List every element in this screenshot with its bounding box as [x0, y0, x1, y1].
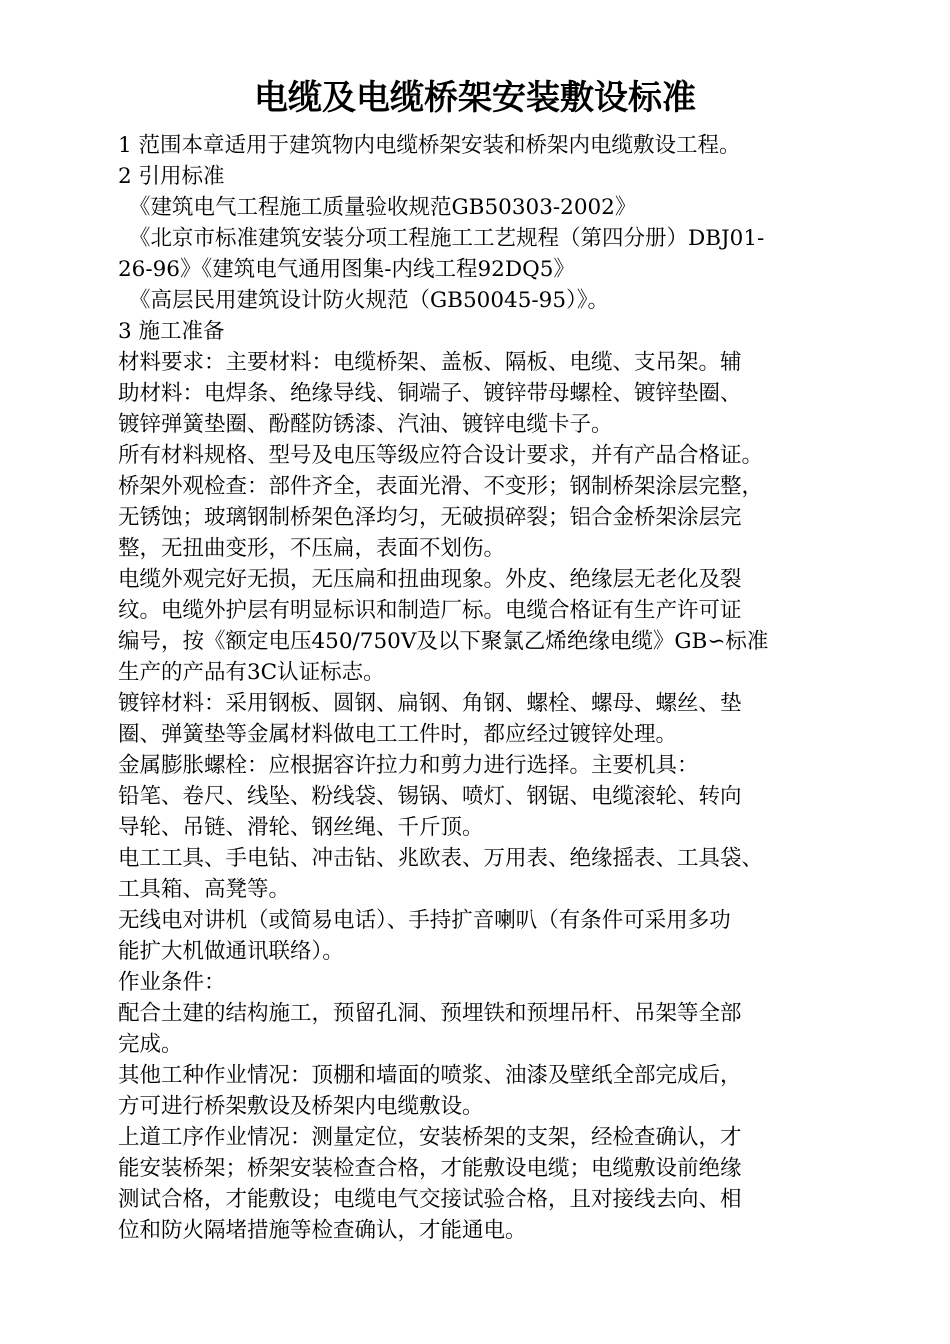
- text-line: 材料要求：主要材料：电缆桥架、盖板、隔板、电缆、支吊架。辅: [118, 350, 742, 375]
- text-line: 其他工种作业情况：顶棚和墙面的喷浆、油漆及壁纸全部完成后，: [118, 1063, 742, 1088]
- text-line: 测试合格，才能敷设；电缆电气交接试验合格，且对接线去向、相: [118, 1187, 742, 1212]
- text-line: 完成。: [118, 1032, 183, 1057]
- text-line: 电缆外观完好无损，无压扁和扭曲现象。外皮、绝缘层无老化及裂: [118, 567, 742, 592]
- text-line: 镀锌材料：采用钢板、圆钢、扁钢、角钢、螺栓、螺母、螺丝、垫: [118, 691, 742, 716]
- text-line: 铅笔、卷尺、线坠、粉线袋、锡锅、喷灯、钢锯、电缆滚轮、转向: [118, 784, 742, 809]
- text-line: 生产的产品有3C认证标志。: [118, 660, 385, 685]
- text-line: 无线电对讲机（或简易电话）、手持扩音喇叭（有条件可采用多功: [118, 908, 731, 933]
- text-line: 《建筑电气工程施工质量验收规范GB50303-2002》: [129, 195, 637, 220]
- text-line: 1 范围本章适用于建筑物内电缆桥架安装和桥架内电缆敷设工程。: [118, 133, 741, 158]
- text-line: 无锈蚀；玻璃钢制桥架色泽均匀，无破损碎裂；铝合金桥架涂层完: [118, 505, 742, 530]
- text-line: 金属膨胀螺栓：应根据容许拉力和剪力进行选择。主要机具：: [118, 753, 699, 778]
- text-line: 方可进行桥架敷设及桥架内电缆敷设。: [118, 1094, 484, 1119]
- text-line: 圈、弹簧垫等金属材料做电工工件时，都应经过镀锌处理。: [118, 722, 678, 747]
- text-line: 能扩大机做通讯联络）。: [118, 939, 344, 964]
- text-line: 助材料：电焊条、绝缘导线、铜端子、镀锌带母螺栓、镀锌垫圈、: [118, 381, 742, 406]
- text-line: 上道工序作业情况：测量定位，安装桥架的支架，经检查确认，才: [118, 1125, 742, 1150]
- text-line: 编号，按《额定电压450/750V及以下聚氯乙烯绝缘电缆》GB∽标准: [118, 629, 769, 654]
- text-line: 工具箱、高凳等。: [118, 877, 291, 902]
- text-line: 26-96》《建筑电气通用图集-内线工程92DQ5》: [118, 257, 575, 282]
- text-line: 作业条件：: [118, 970, 226, 995]
- text-line: 电工工具、手电钻、冲击钻、兆欧表、万用表、绝缘摇表、工具袋、: [118, 846, 764, 871]
- text-line: 《北京市标准建筑安装分项工程施工工艺规程（第四分册）DBJ01-: [129, 226, 765, 251]
- text-line: 《高层民用建筑设计防火规范（GB50045-95）》。: [129, 288, 609, 313]
- text-line: 能安装桥架；桥架安装检查合格，才能敷设电缆；电缆敷设前绝缘: [118, 1156, 742, 1181]
- text-line: 所有材料规格、型号及电压等级应符合设计要求，并有产品合格证。: [118, 443, 764, 468]
- text-line: 3 施工准备: [118, 319, 225, 344]
- text-line: 镀锌弹簧垫圈、酚醛防锈漆、汽油、镀锌电缆卡子。: [118, 412, 613, 437]
- text-line: 位和防火隔堵措施等检查确认，才能通电。: [118, 1218, 527, 1243]
- document-body: [118, 130, 830, 1246]
- text-line: 纹。电缆外护层有明显标识和制造厂标。电缆合格证有生产许可证: [118, 598, 742, 623]
- document-title: 电缆及电缆桥架安装敷设标准: [254, 78, 696, 118]
- text-line: 配合土建的结构施工，预留孔洞、预埋铁和预埋吊杆、吊架等全部: [118, 1001, 742, 1026]
- text-line: 导轮、吊链、滑轮、钢丝绳、千斤顶。: [118, 815, 484, 840]
- text-line: 桥架外观检查：部件齐全，表面光滑、不变形；钢制桥架涂层完整，: [118, 474, 764, 499]
- text-line: 整，无扭曲变形，不压扁，表面不划伤。: [118, 536, 506, 561]
- text-line: 2 引用标准: [118, 164, 225, 189]
